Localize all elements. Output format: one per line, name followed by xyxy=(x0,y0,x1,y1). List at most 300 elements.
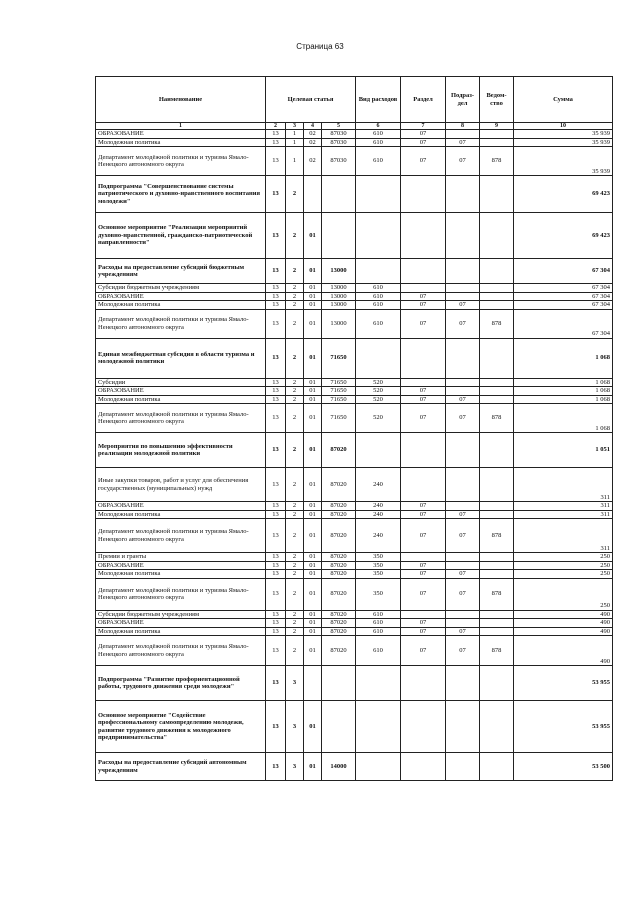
row-sum: 250 xyxy=(514,553,613,562)
row-expense-type: 610 xyxy=(356,292,401,301)
row-subsection xyxy=(446,468,480,502)
row-subprogram-code: 2 xyxy=(286,502,304,511)
budget-table xyxy=(95,76,613,781)
row-sum: 311 xyxy=(514,502,613,511)
row-section: 07 xyxy=(401,130,446,139)
row-expense-type: 610 xyxy=(356,619,401,628)
row-name: ОБРАЗОВАНИЕ xyxy=(96,130,266,139)
row-expense-type: 240 xyxy=(356,519,401,553)
table-row xyxy=(96,510,613,519)
row-subprogram-code: 2 xyxy=(286,519,304,553)
table-row xyxy=(96,578,613,610)
table-row xyxy=(96,301,613,310)
row-subprogram-code: 2 xyxy=(286,284,304,293)
row-direction-code: 87020 xyxy=(322,433,356,468)
row-expense-type: 610 xyxy=(356,284,401,293)
col-header-dept: Ведом-ство xyxy=(480,77,514,123)
row-activity-code xyxy=(304,666,322,701)
row-program-code: 13 xyxy=(266,147,286,176)
row-department xyxy=(480,561,514,570)
row-direction-code: 14000 xyxy=(322,753,356,781)
row-activity-code: 01 xyxy=(304,284,322,293)
row-expense-type: 350 xyxy=(356,553,401,562)
row-sum: 250 xyxy=(514,561,613,570)
row-name: Департамент молодёжной политики и туризма Ямало-Ненецкого автономного округа xyxy=(96,309,266,338)
header-row xyxy=(96,77,613,123)
row-department xyxy=(480,301,514,310)
row-subprogram-code: 1 xyxy=(286,138,304,147)
table-row xyxy=(96,553,613,562)
row-sum: 67 304 xyxy=(514,259,613,284)
row-section: 07 xyxy=(401,138,446,147)
row-program-code: 13 xyxy=(266,309,286,338)
row-name: Департамент молодёжной политики и туризма Ямало-Ненецкого автономного округа xyxy=(96,578,266,610)
row-activity-code: 01 xyxy=(304,561,322,570)
row-expense-type xyxy=(356,701,401,753)
row-activity-code: 01 xyxy=(304,395,322,404)
row-name: ОБРАЗОВАНИЕ xyxy=(96,502,266,511)
row-subprogram-code: 2 xyxy=(286,259,304,284)
row-program-code: 13 xyxy=(266,753,286,781)
row-subprogram-code: 3 xyxy=(286,701,304,753)
row-activity-code: 02 xyxy=(304,147,322,176)
row-sum: 1 068 xyxy=(514,404,613,433)
row-name: Молодежная политика xyxy=(96,570,266,579)
row-sum: 1 068 xyxy=(514,338,613,378)
row-direction-code: 87020 xyxy=(322,561,356,570)
row-activity-code: 01 xyxy=(304,619,322,628)
row-program-code: 13 xyxy=(266,553,286,562)
table-row xyxy=(96,284,613,293)
row-program-code: 13 xyxy=(266,610,286,619)
row-direction-code: 87030 xyxy=(322,138,356,147)
row-expense-type: 350 xyxy=(356,578,401,610)
row-name: Департамент молодёжной политики и туризма Ямало-Ненецкого автономного округа xyxy=(96,519,266,553)
row-name: Департамент молодёжной политики и туризма Ямало-Ненецкого автономного округа xyxy=(96,147,266,176)
row-name: Мероприятия по повышению эффективности реализации молодежной политики xyxy=(96,433,266,468)
row-subsection xyxy=(446,561,480,570)
row-program-code: 13 xyxy=(266,701,286,753)
row-section xyxy=(401,259,446,284)
table-row xyxy=(96,395,613,404)
row-subprogram-code: 2 xyxy=(286,610,304,619)
row-expense-type: 610 xyxy=(356,610,401,619)
row-subprogram-code: 2 xyxy=(286,636,304,666)
row-department xyxy=(480,130,514,139)
row-name: Департамент молодёжной политики и туризма Ямало-Ненецкого автономного округа xyxy=(96,636,266,666)
row-subprogram-code: 2 xyxy=(286,309,304,338)
col-header-subsection: Подраз-дел xyxy=(446,77,480,123)
row-sum: 35 939 xyxy=(514,130,613,139)
row-sum: 490 xyxy=(514,636,613,666)
col-number-cell: 2 xyxy=(266,123,286,130)
table-row xyxy=(96,701,613,753)
col-header-sum: Сумма xyxy=(514,77,613,123)
row-activity-code: 01 xyxy=(304,510,322,519)
row-department xyxy=(480,138,514,147)
row-subsection xyxy=(446,338,480,378)
row-name: ОБРАЗОВАНИЕ xyxy=(96,292,266,301)
row-program-code: 13 xyxy=(266,578,286,610)
table-row xyxy=(96,666,613,701)
col-number-cell: 6 xyxy=(356,123,401,130)
row-name: Департамент молодёжной политики и туризма Ямало-Ненецкого автономного округа xyxy=(96,404,266,433)
row-sum: 490 xyxy=(514,619,613,628)
row-direction-code: 87020 xyxy=(322,519,356,553)
row-department: 878 xyxy=(480,404,514,433)
row-name: Премии и гранты xyxy=(96,553,266,562)
col-number-cell: 4 xyxy=(304,123,322,130)
row-activity-code: 02 xyxy=(304,138,322,147)
row-department xyxy=(480,627,514,636)
row-program-code: 13 xyxy=(266,213,286,259)
row-sum: 69 423 xyxy=(514,213,613,259)
row-department xyxy=(480,387,514,396)
row-department xyxy=(480,553,514,562)
row-direction-code: 13000 xyxy=(322,309,356,338)
table-row xyxy=(96,502,613,511)
row-subsection: 07 xyxy=(446,309,480,338)
row-section: 07 xyxy=(401,502,446,511)
row-department xyxy=(480,433,514,468)
row-subprogram-code: 2 xyxy=(286,176,304,213)
row-name: Основное мероприятие "Содействие профессиональному самоопределению молодежи, развитие трудового движения к молодежного предпринимательства" xyxy=(96,701,266,753)
row-name: ОБРАЗОВАНИЕ xyxy=(96,387,266,396)
row-activity-code: 01 xyxy=(304,578,322,610)
row-program-code: 13 xyxy=(266,627,286,636)
col-number-cell: 3 xyxy=(286,123,304,130)
row-activity-code: 01 xyxy=(304,378,322,387)
row-department xyxy=(480,284,514,293)
row-section: 07 xyxy=(401,519,446,553)
row-section: 07 xyxy=(401,627,446,636)
row-department: 878 xyxy=(480,578,514,610)
row-department xyxy=(480,502,514,511)
row-subsection xyxy=(446,619,480,628)
row-sum: 67 304 xyxy=(514,309,613,338)
row-section xyxy=(401,753,446,781)
row-subprogram-code: 1 xyxy=(286,147,304,176)
row-department xyxy=(480,666,514,701)
row-program-code: 13 xyxy=(266,395,286,404)
col-number-cell: 7 xyxy=(401,123,446,130)
table-row xyxy=(96,433,613,468)
row-program-code: 13 xyxy=(266,468,286,502)
row-subsection: 07 xyxy=(446,138,480,147)
row-name: Подпрограмма "Развитие профориентационной работы, трудового движения среди молодежи" xyxy=(96,666,266,701)
row-activity-code: 01 xyxy=(304,636,322,666)
row-section xyxy=(401,213,446,259)
row-direction-code xyxy=(322,666,356,701)
table-row xyxy=(96,387,613,396)
col-number-cell: 5 xyxy=(322,123,356,130)
row-subprogram-code: 2 xyxy=(286,387,304,396)
row-program-code: 13 xyxy=(266,502,286,511)
row-department xyxy=(480,395,514,404)
row-section xyxy=(401,701,446,753)
row-section: 07 xyxy=(401,301,446,310)
row-expense-type: 610 xyxy=(356,627,401,636)
row-section xyxy=(401,378,446,387)
row-program-code: 13 xyxy=(266,666,286,701)
row-subsection xyxy=(446,553,480,562)
row-section xyxy=(401,553,446,562)
row-activity-code: 01 xyxy=(304,627,322,636)
row-section: 07 xyxy=(401,561,446,570)
row-program-code: 13 xyxy=(266,292,286,301)
row-expense-type xyxy=(356,433,401,468)
row-section xyxy=(401,666,446,701)
row-subsection xyxy=(446,378,480,387)
row-subsection: 07 xyxy=(446,627,480,636)
row-subprogram-code: 2 xyxy=(286,395,304,404)
row-section: 07 xyxy=(401,292,446,301)
row-department xyxy=(480,338,514,378)
row-direction-code: 71650 xyxy=(322,404,356,433)
col-number-cell: 1 xyxy=(96,123,266,130)
table-row xyxy=(96,610,613,619)
row-subsection xyxy=(446,701,480,753)
row-activity-code: 01 xyxy=(304,213,322,259)
row-direction-code: 87020 xyxy=(322,468,356,502)
table-row xyxy=(96,292,613,301)
row-sum: 1 068 xyxy=(514,378,613,387)
row-subprogram-code: 2 xyxy=(286,213,304,259)
row-program-code: 13 xyxy=(266,619,286,628)
row-name: Расходы на предоставление субсидий бюджетным учреждениям xyxy=(96,259,266,284)
row-direction-code: 71650 xyxy=(322,338,356,378)
row-subsection xyxy=(446,130,480,139)
row-direction-code: 13000 xyxy=(322,301,356,310)
row-subsection xyxy=(446,292,480,301)
row-name: Молодежная политика xyxy=(96,301,266,310)
row-department: 878 xyxy=(480,519,514,553)
row-activity-code: 01 xyxy=(304,309,322,338)
row-expense-type xyxy=(356,259,401,284)
row-subsection xyxy=(446,433,480,468)
row-sum: 53 500 xyxy=(514,753,613,781)
row-name: ОБРАЗОВАНИЕ xyxy=(96,561,266,570)
row-department xyxy=(480,468,514,502)
row-section xyxy=(401,433,446,468)
row-subsection xyxy=(446,387,480,396)
table-row xyxy=(96,138,613,147)
table-row xyxy=(96,753,613,781)
row-sum: 67 304 xyxy=(514,292,613,301)
row-subprogram-code: 2 xyxy=(286,404,304,433)
row-department xyxy=(480,753,514,781)
row-direction-code: 71650 xyxy=(322,378,356,387)
row-section xyxy=(401,176,446,213)
row-expense-type: 520 xyxy=(356,395,401,404)
row-program-code: 13 xyxy=(266,519,286,553)
row-expense-type xyxy=(356,753,401,781)
row-expense-type xyxy=(356,213,401,259)
table-row xyxy=(96,570,613,579)
row-department xyxy=(480,510,514,519)
col-header-exp-type: Вид расходов xyxy=(356,77,401,123)
row-sum: 1 051 xyxy=(514,433,613,468)
row-activity-code: 01 xyxy=(304,519,322,553)
row-subsection xyxy=(446,213,480,259)
row-direction-code xyxy=(322,176,356,213)
table-row xyxy=(96,147,613,176)
row-activity-code: 01 xyxy=(304,701,322,753)
row-subprogram-code: 2 xyxy=(286,301,304,310)
row-direction-code: 87020 xyxy=(322,570,356,579)
row-program-code: 13 xyxy=(266,130,286,139)
row-subprogram-code: 2 xyxy=(286,338,304,378)
row-sum: 311 xyxy=(514,468,613,502)
row-activity-code: 01 xyxy=(304,433,322,468)
row-activity-code: 01 xyxy=(304,753,322,781)
row-activity-code: 01 xyxy=(304,404,322,433)
row-subsection: 07 xyxy=(446,147,480,176)
row-name: ОБРАЗОВАНИЕ xyxy=(96,619,266,628)
row-direction-code: 13000 xyxy=(322,284,356,293)
row-sum: 69 423 xyxy=(514,176,613,213)
row-subprogram-code: 2 xyxy=(286,627,304,636)
row-section: 07 xyxy=(401,570,446,579)
table-row xyxy=(96,130,613,139)
row-activity-code: 01 xyxy=(304,387,322,396)
row-program-code: 13 xyxy=(266,570,286,579)
row-sum: 53 955 xyxy=(514,666,613,701)
row-expense-type: 610 xyxy=(356,130,401,139)
row-expense-type: 240 xyxy=(356,510,401,519)
row-activity-code: 02 xyxy=(304,130,322,139)
table-row xyxy=(96,378,613,387)
table-body xyxy=(96,130,613,781)
row-subsection xyxy=(446,502,480,511)
row-program-code: 13 xyxy=(266,284,286,293)
row-expense-type: 610 xyxy=(356,147,401,176)
row-subprogram-code: 1 xyxy=(286,130,304,139)
row-name: Иные закупки товаров, работ и услуг для обеспечения государственных (муниципальных) нужд xyxy=(96,468,266,502)
row-subprogram-code: 2 xyxy=(286,578,304,610)
row-sum: 35 939 xyxy=(514,147,613,176)
row-activity-code: 01 xyxy=(304,301,322,310)
row-subsection: 07 xyxy=(446,636,480,666)
row-program-code: 13 xyxy=(266,301,286,310)
row-section: 07 xyxy=(401,404,446,433)
row-department xyxy=(480,176,514,213)
row-subsection: 07 xyxy=(446,578,480,610)
row-section: 07 xyxy=(401,395,446,404)
row-subsection: 07 xyxy=(446,301,480,310)
row-activity-code: 01 xyxy=(304,468,322,502)
row-department xyxy=(480,701,514,753)
row-expense-type: 520 xyxy=(356,378,401,387)
row-direction-code: 87020 xyxy=(322,502,356,511)
row-sum: 250 xyxy=(514,570,613,579)
col-header-target: Целевая статья xyxy=(266,77,356,123)
row-subprogram-code: 2 xyxy=(286,510,304,519)
row-subsection xyxy=(446,666,480,701)
row-department xyxy=(480,610,514,619)
row-expense-type: 350 xyxy=(356,561,401,570)
row-activity-code: 01 xyxy=(304,502,322,511)
row-expense-type: 520 xyxy=(356,387,401,396)
row-direction-code xyxy=(322,213,356,259)
table-row xyxy=(96,176,613,213)
row-subprogram-code: 2 xyxy=(286,561,304,570)
row-sum: 311 xyxy=(514,510,613,519)
row-section: 07 xyxy=(401,619,446,628)
row-section: 07 xyxy=(401,578,446,610)
row-subprogram-code: 3 xyxy=(286,666,304,701)
row-direction-code: 87020 xyxy=(322,553,356,562)
row-subprogram-code: 2 xyxy=(286,378,304,387)
row-subsection xyxy=(446,753,480,781)
row-direction-code: 13000 xyxy=(322,292,356,301)
row-subprogram-code: 2 xyxy=(286,619,304,628)
table-row xyxy=(96,627,613,636)
table-row xyxy=(96,309,613,338)
row-department: 878 xyxy=(480,147,514,176)
row-sum: 67 304 xyxy=(514,284,613,293)
row-sum: 53 955 xyxy=(514,701,613,753)
table-row xyxy=(96,561,613,570)
col-header-section: Раздел xyxy=(401,77,446,123)
row-name: Основное мероприятие "Реализация мероприятий духовно-нравственной, гражданско-патриотической направленности" xyxy=(96,213,266,259)
row-name: Молодежная политика xyxy=(96,138,266,147)
row-name: Молодежная политика xyxy=(96,627,266,636)
row-direction-code: 87020 xyxy=(322,510,356,519)
table-row xyxy=(96,636,613,666)
row-subsection: 07 xyxy=(446,395,480,404)
row-subprogram-code: 2 xyxy=(286,468,304,502)
table-row xyxy=(96,338,613,378)
page-title: Страница 63 xyxy=(296,42,344,51)
row-direction-code: 71650 xyxy=(322,395,356,404)
row-name: Единая межбюджетная субсидия в области туризма и молодежной политики xyxy=(96,338,266,378)
row-expense-type: 240 xyxy=(356,468,401,502)
row-program-code: 13 xyxy=(266,404,286,433)
row-activity-code: 01 xyxy=(304,610,322,619)
row-sum: 67 304 xyxy=(514,301,613,310)
row-direction-code: 87020 xyxy=(322,627,356,636)
row-sum: 1 068 xyxy=(514,395,613,404)
row-sum: 311 xyxy=(514,519,613,553)
row-department xyxy=(480,378,514,387)
row-direction-code: 87020 xyxy=(322,636,356,666)
row-expense-type: 520 xyxy=(356,404,401,433)
row-section xyxy=(401,468,446,502)
row-name: Расходы на предоставление субсидий автономным учреждениям xyxy=(96,753,266,781)
row-expense-type: 610 xyxy=(356,138,401,147)
row-section: 07 xyxy=(401,387,446,396)
row-subsection: 07 xyxy=(446,404,480,433)
row-department: 878 xyxy=(480,636,514,666)
row-expense-type: 610 xyxy=(356,301,401,310)
col-number-cell: 10 xyxy=(514,123,613,130)
row-direction-code: 87030 xyxy=(322,130,356,139)
row-expense-type: 240 xyxy=(356,502,401,511)
row-program-code: 13 xyxy=(266,259,286,284)
row-expense-type: 610 xyxy=(356,309,401,338)
row-activity-code xyxy=(304,176,322,213)
row-expense-type: 350 xyxy=(356,570,401,579)
row-subprogram-code: 2 xyxy=(286,433,304,468)
row-sum: 490 xyxy=(514,610,613,619)
row-subsection xyxy=(446,259,480,284)
row-subsection: 07 xyxy=(446,510,480,519)
row-department xyxy=(480,619,514,628)
table-row xyxy=(96,519,613,553)
row-subsection: 07 xyxy=(446,570,480,579)
row-department xyxy=(480,259,514,284)
